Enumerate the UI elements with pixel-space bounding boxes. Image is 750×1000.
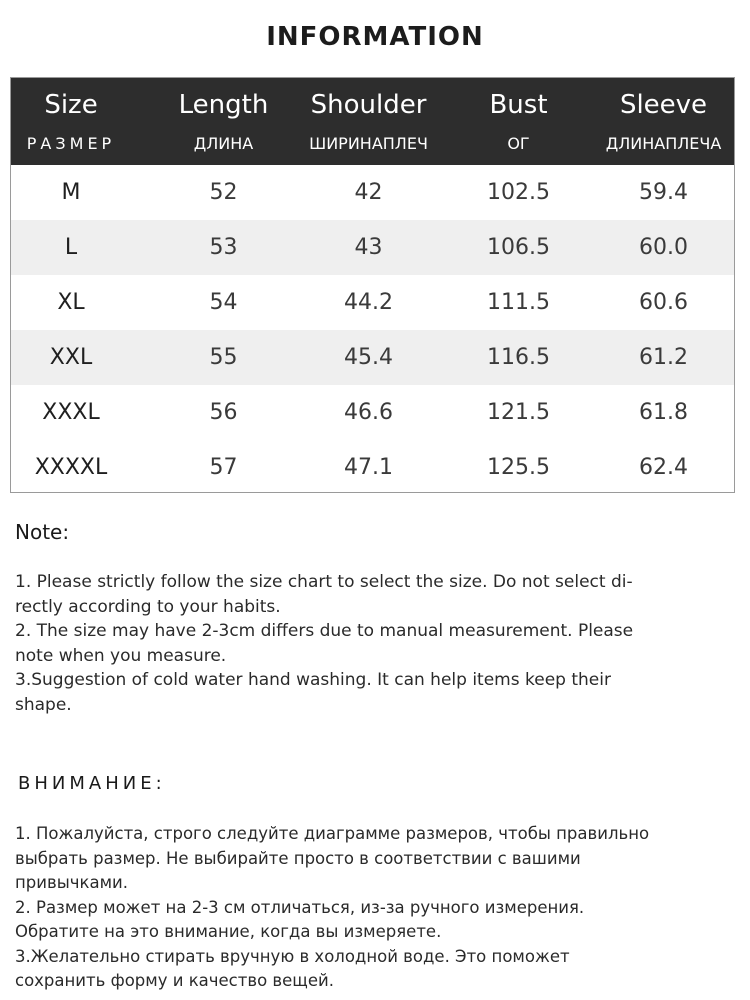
russian-note-line: Обратите на это внимание, когда вы измеряете. bbox=[15, 922, 442, 941]
cell-shoulder: 45.4 bbox=[344, 345, 393, 370]
cell-sleeve: 61.8 bbox=[639, 400, 688, 425]
cell-size: XXXL bbox=[42, 400, 100, 425]
table-row bbox=[11, 220, 734, 275]
note-line: 2. The size may have 2-3cm differs due to manual measurement. Please bbox=[15, 621, 634, 641]
header-size-label: Size bbox=[44, 90, 98, 120]
cell-sleeve: 60.6 bbox=[639, 290, 688, 315]
cell-shoulder: 42 bbox=[354, 180, 383, 205]
cell-shoulder: 43 bbox=[354, 235, 383, 260]
russian-note-body bbox=[15, 822, 740, 994]
cell-bust: 121.5 bbox=[487, 400, 550, 425]
russian-note-line: 3.Желательно стирать вручную в холодной воде. Это поможет bbox=[15, 946, 570, 966]
cell-length: 55 bbox=[209, 345, 238, 370]
cell-bust: 106.5 bbox=[487, 235, 550, 260]
header-shoulder-sublabel: ШИРИНАПЛЕЧ bbox=[309, 134, 428, 153]
header-length-sublabel: ДЛИНА bbox=[193, 134, 254, 153]
note-line: 3.Suggestion of cold water hand washing. It can help items keep their bbox=[15, 670, 611, 690]
table-body bbox=[11, 165, 734, 495]
header-size-sublabel: РАЗМЕР bbox=[26, 134, 116, 153]
note-line: note when you measure. bbox=[15, 645, 227, 666]
cell-sleeve: 62.4 bbox=[639, 455, 688, 480]
cell-size: XXXXL bbox=[34, 455, 108, 480]
cell-length: 56 bbox=[209, 400, 238, 425]
table-row bbox=[11, 275, 734, 330]
cell-shoulder: 47.1 bbox=[344, 455, 393, 480]
cell-bust: 102.5 bbox=[487, 180, 550, 205]
note-line: shape. bbox=[15, 694, 72, 715]
cell-size: M bbox=[61, 180, 81, 205]
header-shoulder-label: Shoulder bbox=[310, 90, 427, 120]
cell-length: 53 bbox=[209, 235, 238, 260]
cell-sleeve: 61.2 bbox=[639, 345, 688, 370]
russian-note-line: 1. Пожалуйста, строго следуйте диаграмме размеров, чтобы правильно bbox=[15, 824, 650, 843]
cell-bust: 116.5 bbox=[487, 345, 550, 370]
cell-size: XXL bbox=[49, 345, 93, 370]
russian-note-line: 2. Размер может на 2-3 см отличаться, из-за ручного измерения. bbox=[15, 897, 585, 917]
cell-shoulder: 46.6 bbox=[344, 400, 393, 425]
russian-note-line: выбрать размер. Не выбирайте просто в соответствии с вашими bbox=[15, 848, 581, 868]
cell-bust: 125.5 bbox=[487, 455, 550, 480]
cell-size: XL bbox=[57, 290, 85, 315]
russian-note-heading: ВНИМАНИЕ: bbox=[18, 773, 166, 794]
header-sleeve-sublabel: ДЛИНАПЛЕЧА bbox=[605, 134, 722, 153]
russian-note-line: привычками. bbox=[15, 873, 128, 892]
table-row bbox=[11, 440, 734, 495]
russian-note-line: сохранить форму и качество вещей. bbox=[15, 971, 334, 990]
header-bust-label: Bust bbox=[489, 90, 548, 120]
table-row bbox=[11, 165, 734, 220]
cell-bust: 111.5 bbox=[487, 290, 550, 315]
cell-sleeve: 59.4 bbox=[639, 180, 688, 205]
page-title: INFORMATION bbox=[266, 22, 484, 52]
cell-length: 57 bbox=[209, 455, 238, 480]
table-row bbox=[11, 330, 734, 385]
header-bust-sublabel: ОГ bbox=[507, 134, 530, 153]
note-body bbox=[15, 570, 735, 717]
header-sleeve-label: Sleeve bbox=[619, 90, 708, 120]
cell-shoulder: 44.2 bbox=[344, 290, 393, 315]
note-line: rectly according to your habits. bbox=[15, 596, 281, 617]
table-header bbox=[11, 78, 734, 165]
note-line: 1. Please strictly follow the size chart to select the size. Do not select di- bbox=[15, 572, 633, 592]
cell-length: 52 bbox=[209, 180, 238, 205]
size-chart-table bbox=[10, 77, 735, 493]
cell-sleeve: 60.0 bbox=[639, 235, 688, 260]
cell-size: L bbox=[64, 235, 78, 260]
table-row bbox=[11, 385, 734, 440]
header-length-label: Length bbox=[178, 90, 269, 120]
cell-length: 54 bbox=[209, 290, 238, 315]
note-heading: Note: bbox=[15, 520, 70, 544]
